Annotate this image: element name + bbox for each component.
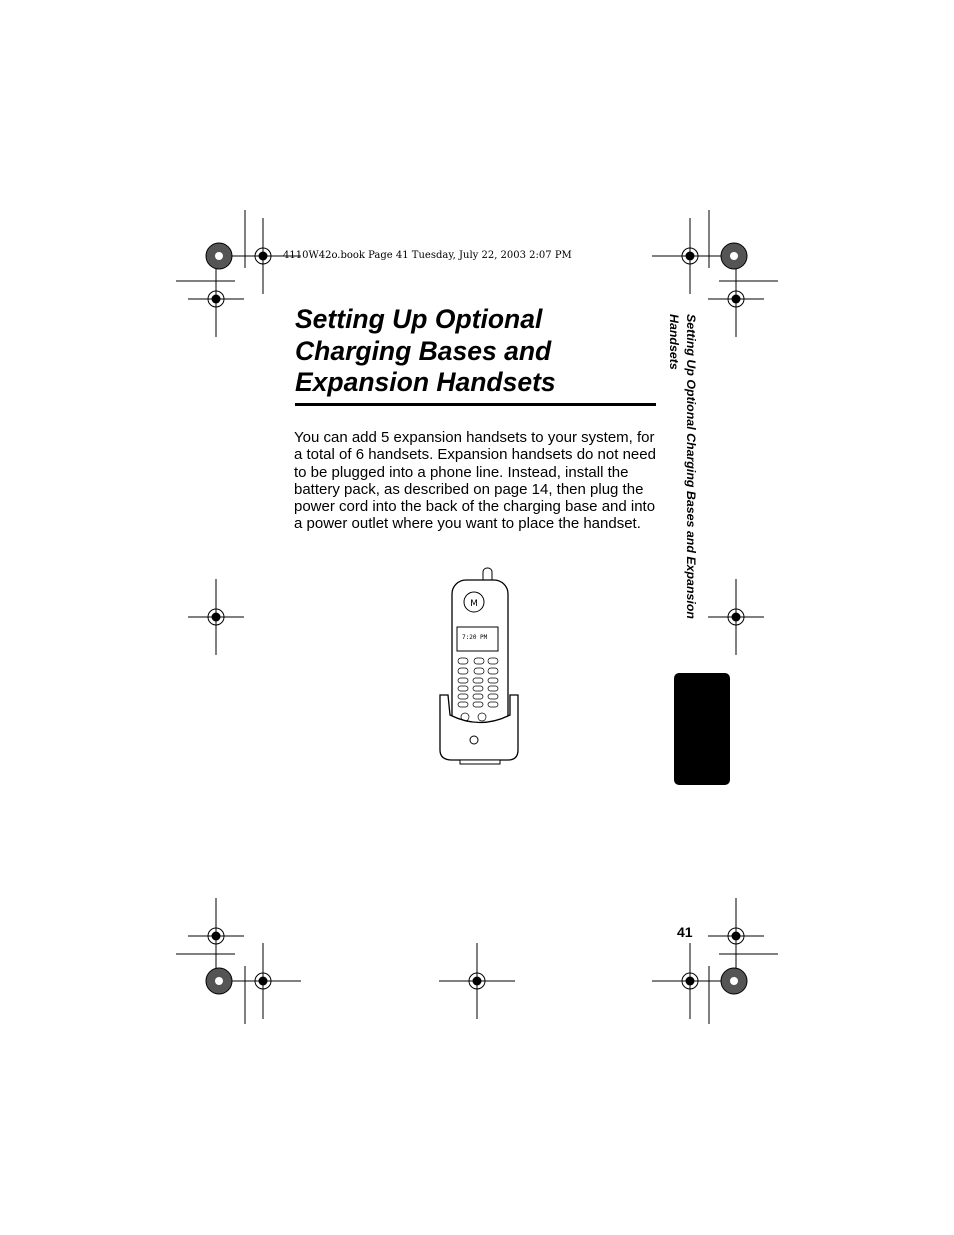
page-number: 41 [677,924,693,940]
crosshair-target [652,943,728,1019]
starburst-mark [721,243,747,269]
crosshair-target [188,261,244,337]
body-paragraph: You can add 5 expansion handsets to your system, for a total of 6 handsets. Expansion handsets do not need to be plugged into a phone line. Instead, install the battery pack, as described on page 14, then plug the power cord into the back of the charging base and into a power outlet where you want to place the handset. [294,429,656,533]
crosshair-target [708,579,764,655]
crosshair-target [708,898,764,974]
page-title [295,304,665,399]
crosshair-target [439,943,515,1019]
svg-text:M: M [470,599,478,609]
starburst-mark [206,968,232,994]
starburst-mark [721,968,747,994]
crosshair-target [652,218,728,294]
chapter-thumb-tab [674,673,730,785]
title-rule [295,403,656,406]
crosshair-target [188,898,244,974]
side-tab-label: Setting Up Optional Charging Bases and Expansion Handsets [667,314,698,619]
title-line: Setting Up Optional [295,304,543,334]
handset-illustration [430,565,530,770]
crosshair-target [708,261,764,337]
crosshair-target [225,943,301,1019]
title-line: Expansion Handsets [295,367,556,397]
crosshair-target [188,579,244,655]
title-line: Charging Bases and [295,335,552,366]
print-metadata: 4110W42o.book Page 41 Tuesday, July 22, 2003 2:07 PM [283,250,572,261]
handset-display-time: 7:20 PM [462,634,488,641]
starburst-mark [206,243,232,269]
